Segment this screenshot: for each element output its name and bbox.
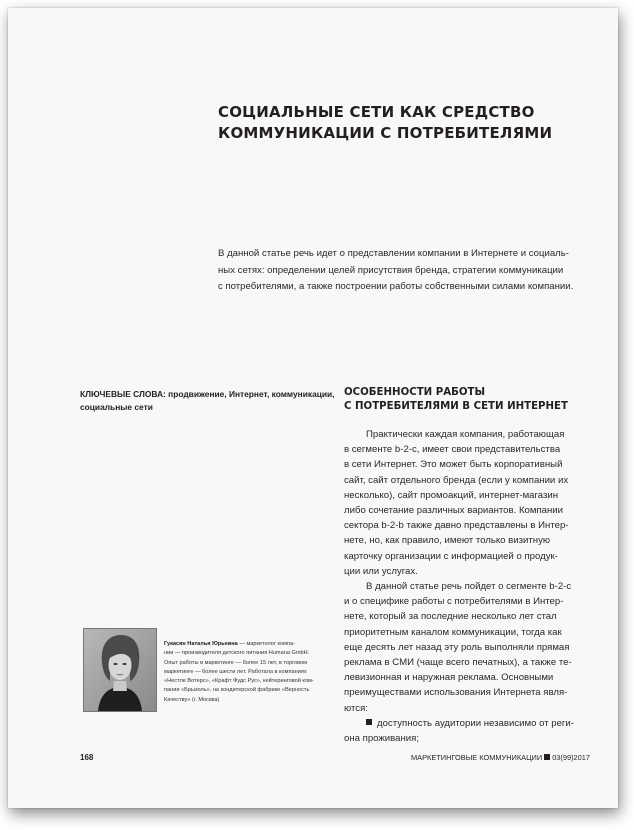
article-title-line: СОЦИАЛЬНЫЕ СЕТИ КАК СРЕДСТВО [218,103,535,121]
body-line: ются: [344,702,368,714]
author-photo [83,628,157,712]
body-line: нете, который за последние несколько лет стал [344,611,557,623]
square-separator-icon [544,754,550,760]
journal-name: МАРКЕТИНГОВЫЕ КОММУНИКАЦИИ [411,753,543,762]
author-bio-line: нии — производителя детского питания Humana GmbH. [164,650,310,657]
body-line: еще десять лет назад эту роль выполняли прямая [344,641,570,653]
lead-line: ных сетях: определении целей присутствия бренда, стратегии коммуникации [218,264,564,276]
section-title-line: ОСОБЕННОСТИ РАБОТЫ [344,387,486,398]
body-line: ции или услугах. [344,565,418,577]
body-line: либо сочетание различных вариантов. Компании [344,505,564,517]
page-number: 168 [80,753,94,762]
body-line: она проживания; [344,733,420,745]
body-line: сайт, сайт отдельного бренда (если у компании их [344,474,569,486]
author-bio-line: маркетинге — более шести лет. Работала в компаниях [164,668,307,675]
author-bio-line: Качеству» (г. Москва) [164,696,220,703]
body-line: в сети Интернет. Это может быть корпоративный [344,459,563,471]
lead-line: В данной статье речь идет о представлении компании в Интернете и социаль- [218,248,569,259]
bullet-text: доступность аудитории независимо от реги- [377,717,574,729]
body-line: несколько), сайт промоакций, интернет-магазин [344,489,559,501]
body-line: приоритетным каналом коммуникации, тогда как [344,626,562,638]
author-bio-line: пании «Брызоль», на кондитерской фабрике «Верность [164,687,310,694]
body-line: нете, но, как правило, имеют только визитную [344,535,551,547]
author-portrait-image [84,629,156,711]
body-line: В данной статье речь пойдет о сегменте b-2-c [366,581,572,593]
author-bio [164,640,334,705]
body-line: преимуществами использования Интернета явля- [344,687,568,699]
article-lead [218,246,594,296]
keywords-line: социальные сети [80,401,153,412]
body-line: сектора b-2-b также давно представлены в Интер- [344,520,569,532]
journal-footer [411,753,590,762]
body-line: реклама в СМИ (чаще всего печатных), а также те- [344,657,572,669]
lead-line: с потребителями, а также построении работы собственными силами компании. [218,281,574,292]
square-bullet-icon [366,719,372,725]
body-line: и о специфике работы с потребителями в Интер- [344,596,564,608]
section-body [344,427,600,746]
author-bio-text: — маркетолог компа- [237,641,295,647]
magazine-page [8,8,618,808]
section-title [344,386,604,414]
author-bio-line: Опыт работы в маркетинге — более 15 лет, в торговом [164,659,307,666]
article-title-line: КОММУНИКАЦИИ С ПОТРЕБИТЕЛЯМИ [218,124,553,142]
body-line: Практически каждая компания, работающая [366,429,565,440]
author-name: Гукасян Наталья Юрьевна [164,641,238,647]
section-title-line: С ПОТРЕБИТЕЛЯМИ В СЕТИ ИНТЕРНЕТ [344,401,568,412]
bullet-item [344,716,600,731]
journal-issue: 03(99)2017 [552,753,590,762]
keywords [80,388,335,413]
body-line: в сегменте b-2-c, имеет свои представительства [344,444,561,456]
author-bio-line-1 [164,640,334,649]
article-title [218,102,578,144]
body-line: карточку организации с информацией о продук- [344,550,558,562]
body-line: левизионная и наружная реклама. Основными [344,672,554,684]
author-bio-line: «Нестле Вотерс», «Крафт Фудс Рус», кейтеринговой ком- [164,678,314,685]
keywords-line: КЛЮЧЕВЫЕ СЛОВА: продвижение, Интернет, коммуникации, [80,389,335,399]
